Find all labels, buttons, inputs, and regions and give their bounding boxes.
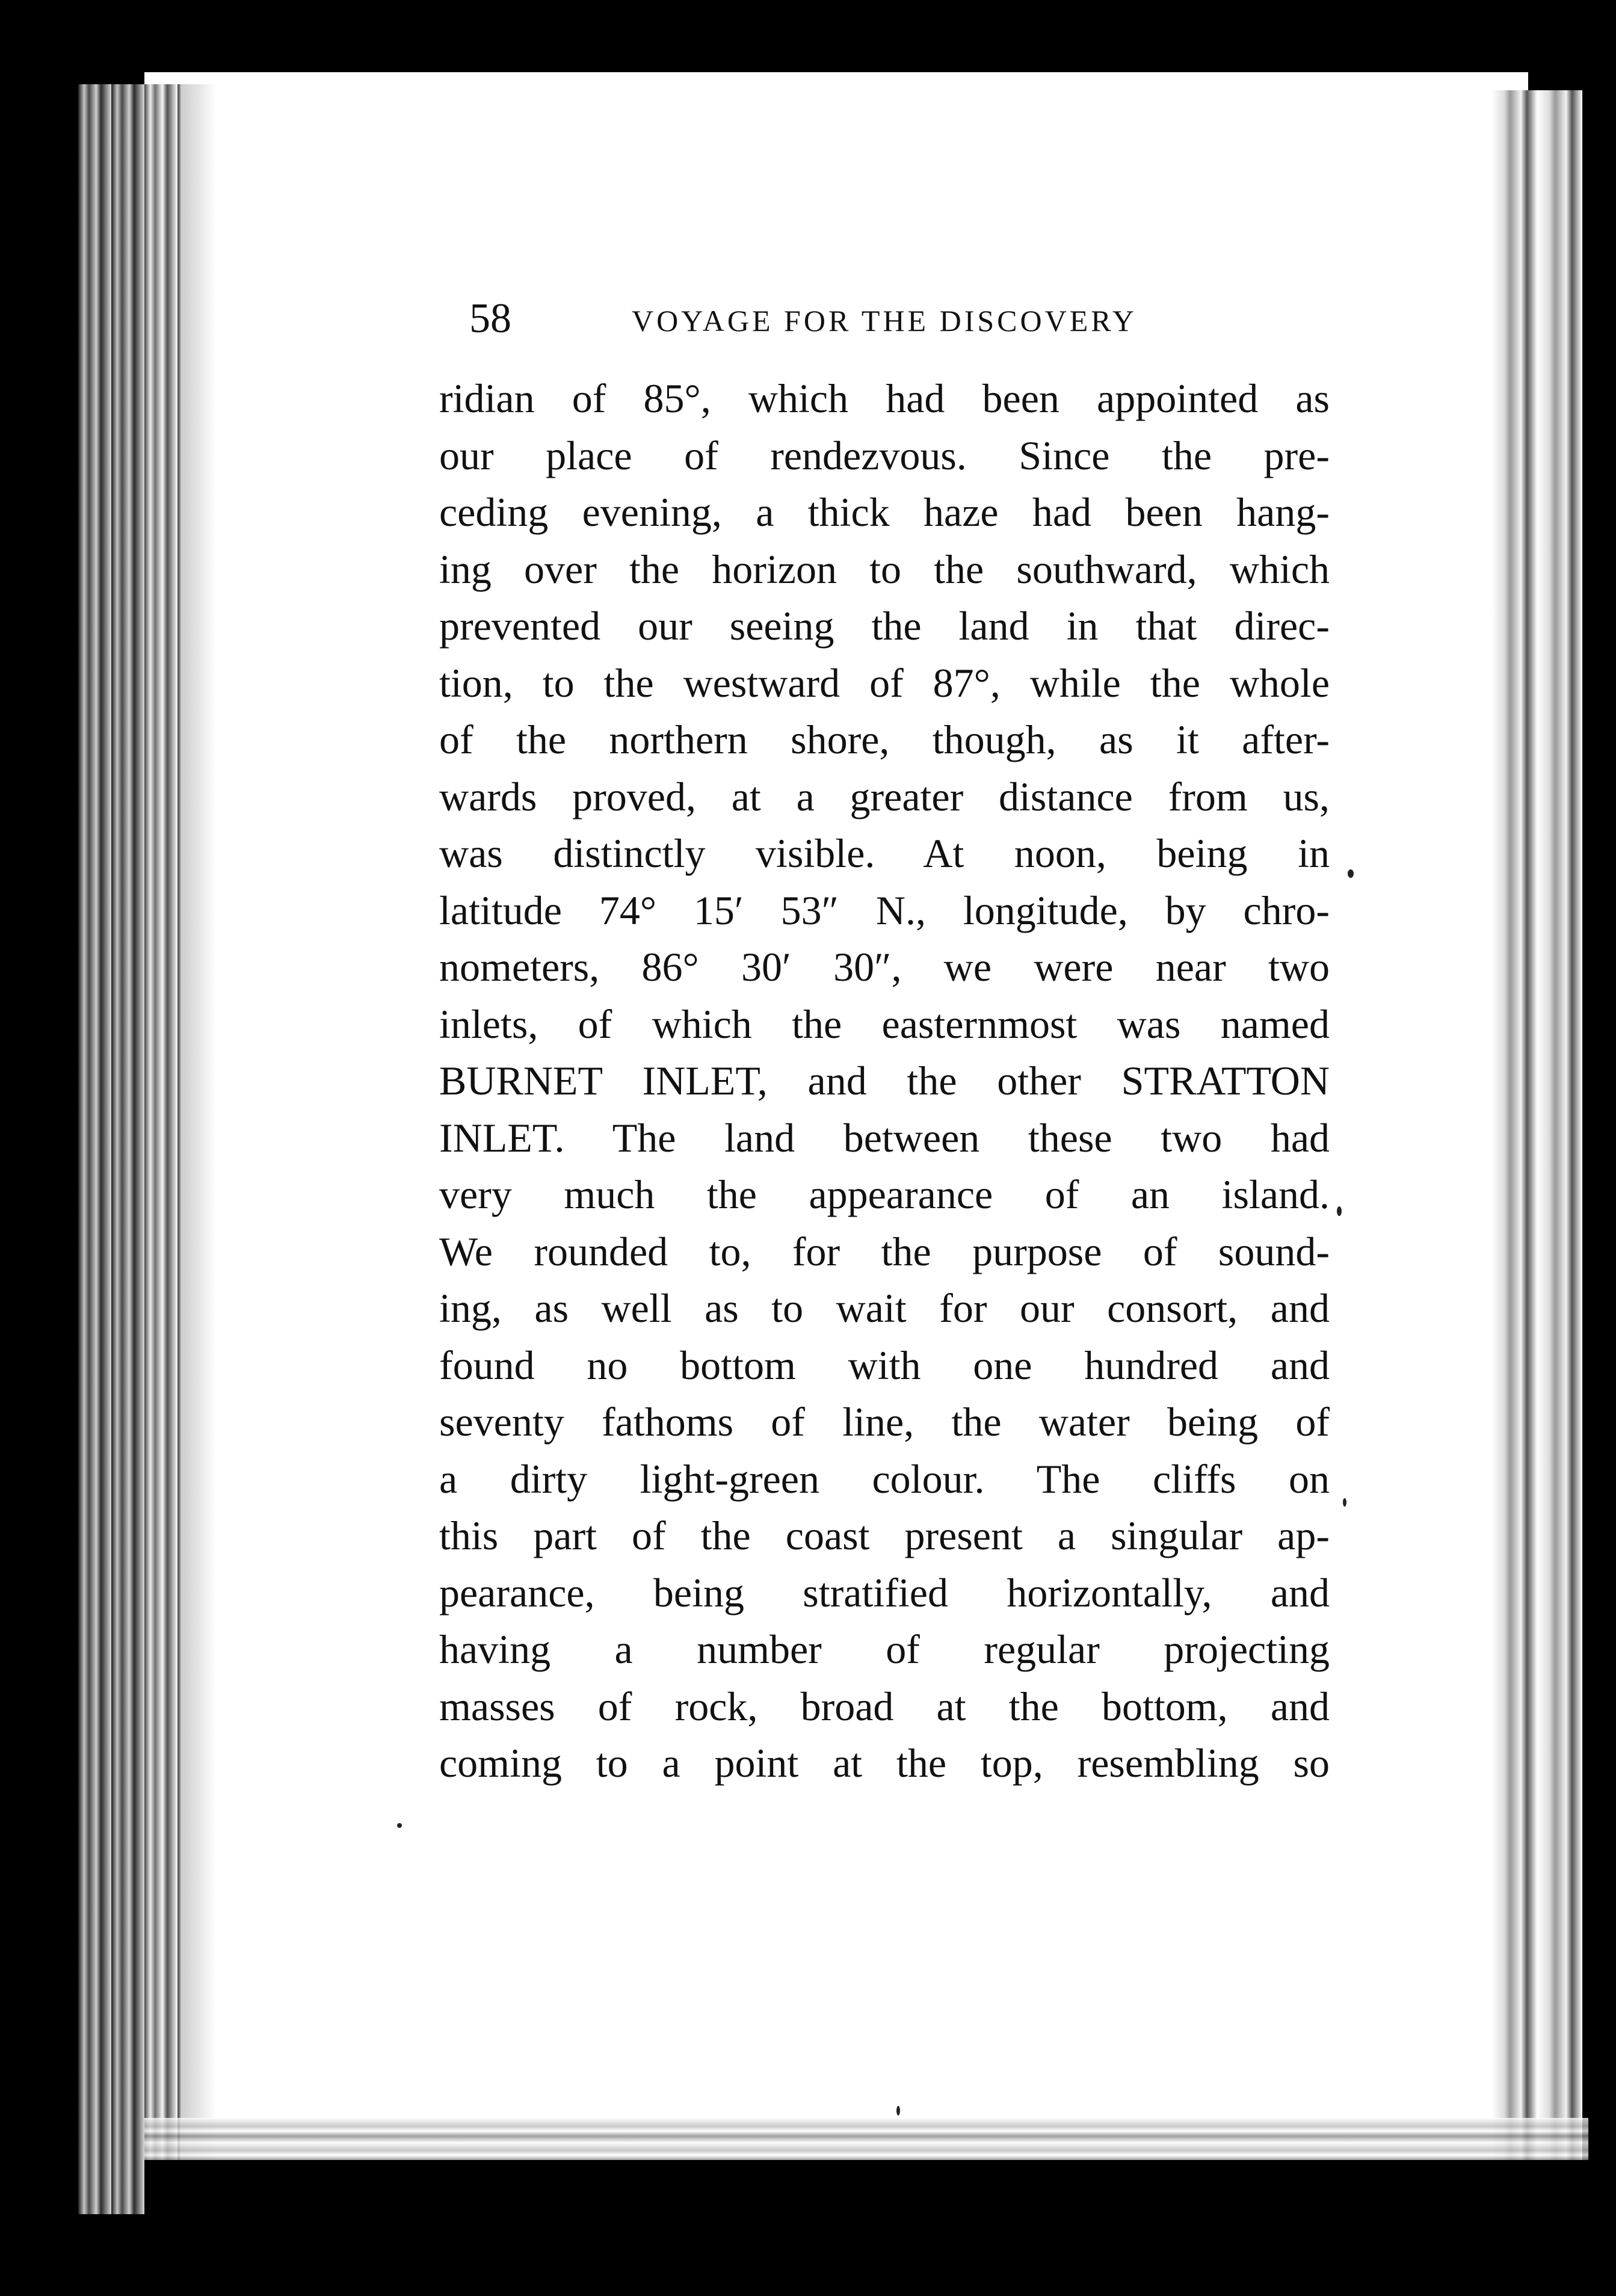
page-number: 58: [469, 295, 511, 342]
text-line: was distinctly visible. At noon, being in: [439, 830, 1330, 876]
text-line: a dirty light-green colour. The cliffs on: [439, 1455, 1330, 1502]
ink-speck: [1348, 869, 1354, 878]
text-line: BURNET INLET, and the other STRATTON: [439, 1058, 1330, 1103]
text-line: of the northern shore, though, as it after-: [439, 717, 1330, 762]
text-line: pearance, being stratified horizontally, and: [439, 1569, 1330, 1616]
text-line: having a number of regular projecting: [439, 1626, 1330, 1672]
text-line: masses of rock, broad at the bottom, and: [439, 1683, 1330, 1729]
page-gutter-shadow: [180, 84, 217, 2214]
body-text: [439, 370, 1330, 1792]
text-line: coming to a point at the top, resembling so: [439, 1740, 1330, 1786]
page-edges-right: [1492, 90, 1582, 2214]
text-line: nometers, 86° 30′ 30″, we were near two: [439, 944, 1330, 990]
ink-speck: [1343, 1498, 1346, 1507]
text-line: latitude 74° 15′ 53″ N., longitude, by chro-: [439, 887, 1330, 933]
text-line: ing, as well as to wait for our consort, and: [439, 1285, 1330, 1331]
text-line: ridian of 85°, which had been appointed as: [439, 375, 1330, 421]
ink-speck: [1337, 1206, 1342, 1216]
page-header: [469, 295, 1191, 343]
ink-speck: [896, 2106, 900, 2115]
text-line: our place of rendezvous. Since the pre-: [439, 432, 1330, 478]
ink-speck: [397, 1823, 402, 1828]
text-line: ing over the horizon to the southward, which: [439, 546, 1330, 592]
text-line: found no bottom with one hundred and: [439, 1342, 1330, 1388]
text-line: wards proved, at a greater distance from us,: [439, 773, 1330, 819]
text-line: this part of the coast present a singular ap-: [439, 1513, 1330, 1558]
text-line: seventy fathoms of line, the water being of: [439, 1399, 1330, 1445]
text-line: We rounded to, for the purpose of sound-: [439, 1228, 1330, 1274]
text-line: ceding evening, a thick haze had been hang-: [439, 489, 1330, 535]
bottom-shadow: [144, 2160, 1612, 2226]
text-line: very much the appearance of an island.: [439, 1171, 1330, 1217]
text-line: prevented our seeing the land in that direc-: [439, 603, 1330, 649]
running-title: VOYAGE FOR THE DISCOVERY: [632, 304, 1137, 338]
text-line: INLET. The land between these two had: [439, 1114, 1330, 1161]
text-line: inlets, of which the easternmost was named: [439, 1001, 1330, 1047]
text-line: tion, to the westward of 87°, while the whole: [439, 659, 1330, 706]
